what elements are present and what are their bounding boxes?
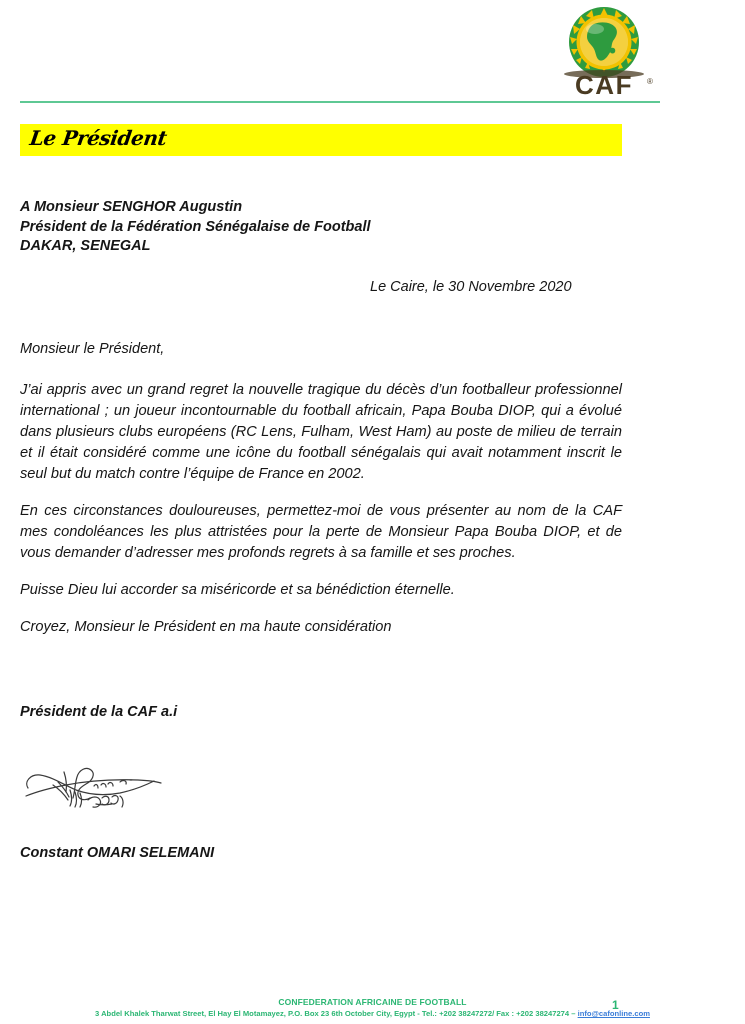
page-footer bbox=[0, 996, 745, 1020]
recipient-line-3: DAKAR, SENEGAL bbox=[20, 238, 151, 254]
header-divider bbox=[20, 101, 660, 103]
footer-address bbox=[0, 1008, 745, 1020]
letterhead-title: Le Président bbox=[28, 126, 169, 150]
svg-text:CAF: CAF bbox=[575, 70, 633, 98]
footer-email-link[interactable]: info@cafonline.com bbox=[577, 1009, 650, 1018]
handwritten-signature bbox=[20, 752, 175, 814]
date-line: Le Caire, le 30 Novembre 2020 bbox=[370, 279, 572, 295]
salutation: Monsieur le Président, bbox=[20, 341, 165, 357]
page-number: 1 bbox=[612, 998, 619, 1012]
footer-address-text: 3 Abdel Khalek Tharwat Street, El Hay El Motamayez, P.O. Box 23 6th October City, Egypt - Tel.: +202 38247272/ Fax : +202 38247274 – bbox=[95, 1009, 578, 1018]
footer-organization: CONFEDERATION AFRICAINE DE FOOTBALL bbox=[278, 997, 467, 1007]
recipient-block bbox=[20, 198, 371, 257]
signatory-name: Constant OMARI SELEMANI bbox=[20, 845, 215, 861]
body-paragraph-1: J’ai appris avec un grand regret la nouvelle tragique du décès d’un footballeur professionnel international ; un joueur incontournable du football africain, Papa Bouba DIOP, qui a évolué dans plusieurs clubs européens (RC Lens, Fulham, West Ham) au poste de milieu de terrain et il était considéré comme une icône du football sénégalais qui avait notamment inscrit le seul but du match contre l’équipe de France en 2002. bbox=[20, 382, 622, 482]
letter-body bbox=[20, 380, 622, 638]
svg-text:®: ® bbox=[647, 77, 653, 86]
body-paragraph-2: En ces circonstances douloureuses, permettez-moi de vous présenter au nom de la CAF mes condoléances les plus attristées pour la perte de Monsieur Papa Bouba DIOP, et de vous demander d’adresser mes profonds regrets à sa famille et ses proches. bbox=[20, 503, 622, 561]
caf-logo-icon bbox=[549, 4, 659, 98]
body-paragraph-3: Puisse Dieu lui accorder sa miséricorde et sa bénédiction éternelle. bbox=[20, 582, 455, 598]
recipient-line-1: A Monsieur SENGHOR Augustin bbox=[20, 199, 243, 215]
body-paragraph-4: Croyez, Monsieur le Président en ma haute considération bbox=[20, 619, 392, 635]
signatory-title: Président de la CAF a.i bbox=[20, 704, 178, 720]
recipient-line-2: Président de la Fédération Sénégalaise de Football bbox=[20, 218, 371, 235]
